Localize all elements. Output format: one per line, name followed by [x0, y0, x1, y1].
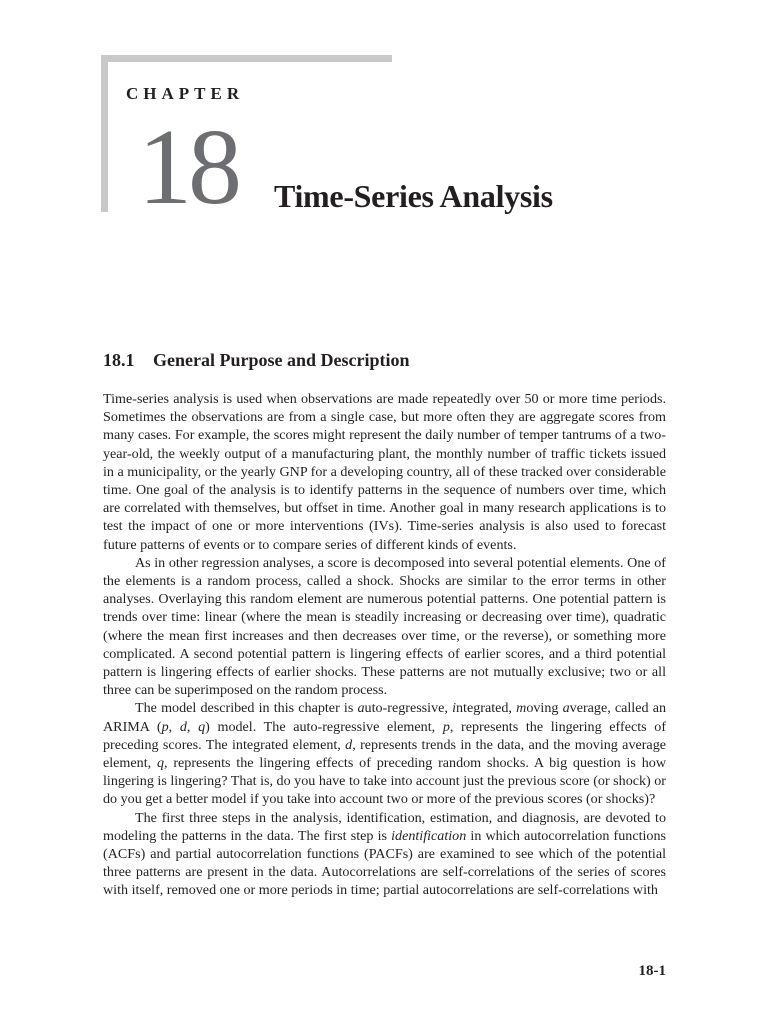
paragraph-3 [103, 699, 666, 808]
paragraph-2: As in other regression analyses, a score is decomposed into several potential elements. One of the elements is a random process, called a shock. Shocks are similar to the error terms in other analyses. Overlaying this random element are numerous potential patterns. One potential pattern is trends over time: linear (where the mean is steadily increasing or decreasing over time), quadratic (where the mean first increases and then decreases over time, or the reverse), or something more complicated. A second potential pattern is lingering effects of earlier scores, and a third potential pattern is lingering effects of earlier shocks. These patterns are not mutually exclusive; two or all three can be superimposed on the random process. [103, 554, 666, 699]
text-run: uto-regressive, [364, 700, 453, 717]
text-run: ) model. The auto-regressive element, [205, 718, 443, 735]
italic-text: p [161, 718, 169, 735]
italic-text: a [357, 700, 365, 717]
italic-text: q [156, 755, 164, 772]
body-text [103, 390, 666, 900]
text-run: verage, called an ARIMA ( [103, 700, 666, 735]
chapter-number: 18 [138, 108, 238, 227]
italic-text: identification [391, 827, 467, 844]
text-run: , represents trends in the data, and the moving average element, [103, 736, 666, 772]
italic-text: i [452, 700, 456, 717]
text-run: The model described in this chapter is [135, 700, 358, 717]
chapter-title: Time-Series Analysis [274, 178, 553, 214]
italic-text: p [442, 718, 450, 735]
italic-text: d [345, 736, 353, 753]
page-number: 18-1 [638, 963, 666, 979]
text-run: ntegrated, [456, 700, 517, 717]
chapter-bracket-top [101, 55, 392, 62]
text-run: , [168, 718, 180, 735]
chapter-label: CHAPTER [126, 84, 245, 103]
chapter-bracket-left [101, 55, 108, 212]
text-run: The first three steps in the analysis, identification, estimation, and diagnosis, are devoted to modeling the patterns in the data. The first step is [103, 809, 666, 844]
text-run: oving [526, 700, 563, 717]
text-run: , represents the lingering effects of preceding scores. The integrated element, [103, 718, 667, 753]
text-run: , represents the lingering effects of preceding random shocks. A big question is how lingering is lingering? That is, do you have to take into account just the previous score (or shock) or do you get a better model if you take into account two or more of the previous scores (or shocks)? [103, 755, 666, 808]
paragraph-1: Time-series analysis is used when observations are made repeatedly over 50 or more time periods. Sometimes the observations are from a single case, but more often they are aggregate scores from many cases. For example, the scores might represent the daily number of temper tantrums of a two-year-old, the weekly output of a manufacturing plant, the monthly number of traffic tickets issued in a municipality, or the yearly GNP for a developing country, all of these tracked over considerable time. One goal of the analysis is to identify patterns in the sequence of numbers over time, which are correlated with themselves, but offset in time. Another goal in many research applications is to test the impact of one or more interventions (IVs). Time-series analysis is also used to forecast future patterns of events or to compare series of different kinds of events. [103, 391, 666, 553]
section-heading [103, 350, 410, 371]
italic-text: a [562, 700, 570, 717]
paragraph-4 [103, 809, 666, 900]
section-number: 18.1 [103, 350, 135, 370]
section-title: General Purpose and Description [153, 350, 410, 370]
italic-text: m [516, 700, 527, 717]
text-run: in which autocorrelation functions (ACFs) and partial autocorrelation functions (PACFs) are examined to see which of the potential three patterns are present in the data. Autocorrelations are self-correlations of the series of scores with itself, removed one or more periods in time; partial autocorrelations are self-correlations with [103, 827, 666, 899]
italic-text: d, q [179, 718, 206, 735]
